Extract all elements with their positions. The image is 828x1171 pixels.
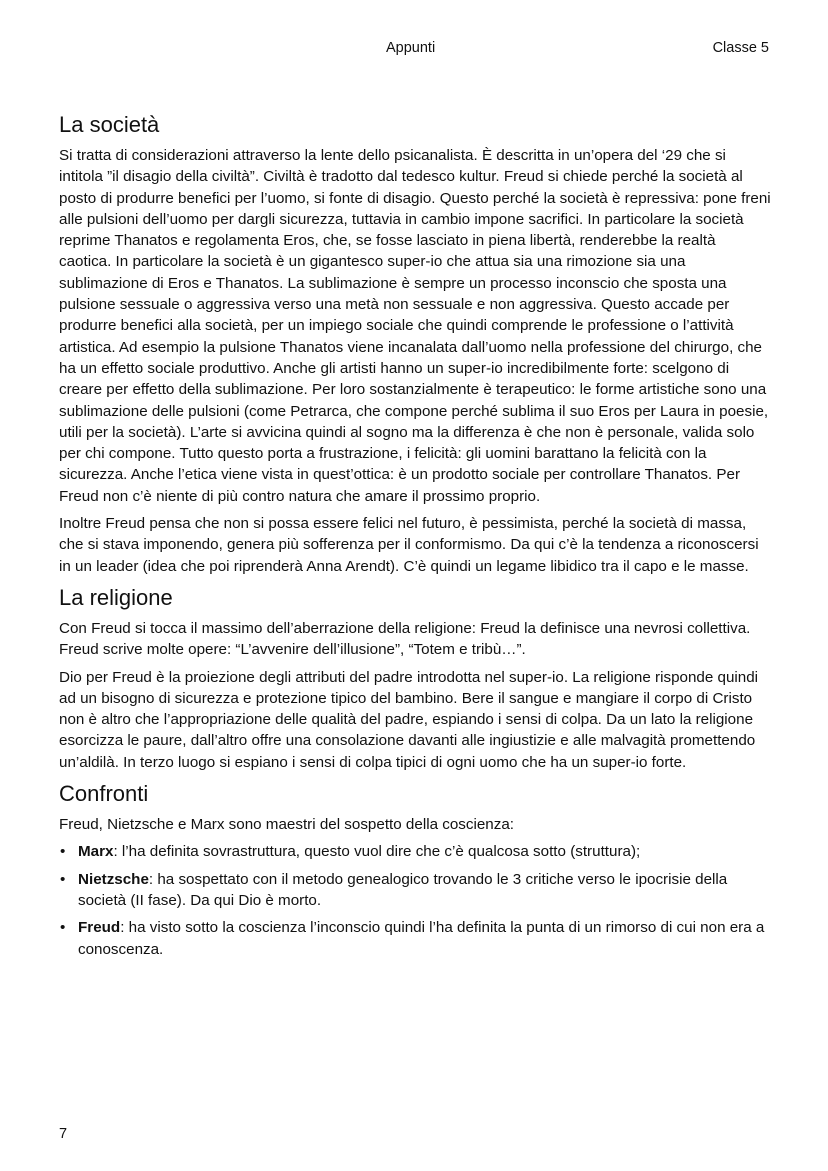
list-item-term: Nietzsche [78,870,149,888]
page-number: 7 [59,1126,68,1142]
list-item [59,841,771,862]
bullet-icon: • [60,870,66,888]
list-item-text: : l’ha definita sovrastruttura, questo vuol dire che c’è qualcosa sotto (struttura); [113,843,641,861]
section-religione [59,583,771,773]
list-item-text: : ha visto sotto la coscienza l’inconscio quindi l’ha definita la punta di un rimorso di cui non era a conoscenza. [78,919,765,958]
paragraph: Dio per Freud è la proiezione degli attributi del padre introdotta nel super-io. La religione risponde quindi ad un bisogno di sicurezza e protezione tipico del bambino. Bere il sangue e mangiare il corpo di Cristo non è altro che l’appropriazione delle qualità del padre, espiando i sensi di colpa. Da un lato la religione esorcizza le paure, dall’altro offre una consolazione davanti alle ingiustizie e alle malvagità promettendo un’aldilà. In terzo luogo si espiano i sensi di colpa tipici di ogni uomo che ha un super-io forte. [59,668,759,771]
header-class-label: Classe 5 [712,40,769,56]
list-item [59,917,771,960]
bullet-icon: • [60,843,66,861]
list-item-term: Freud [78,919,121,937]
section-heading: La religione [59,584,173,610]
paragraph: Freud, Nietzsche e Marx sono maestri del sospetto della coscienza: [59,816,514,834]
list-item-text: : ha sospettato con il metodo genealogico trovando le 3 critiche verso le ipocrisie della società (II fase). Da qui Dio è morto. [78,870,728,909]
paragraph: Con Freud si tocca il massimo dell’aberrazione della religione: Freud la definisce una nevrosi collettiva. Freud scrive molte opere: “L’avvenire dell’illusione”, “Totem e tribù…”. [59,619,751,659]
paragraph: Si tratta di considerazioni attraverso la lente dello psicanalista. È descritta in un’opera del ‘29 che si intitola ”il disagio della civiltà”. Civiltà è tradotto dal tedesco kultur. Freud si chiede perché la società al posto di produrre benefici per l’uomo, si fonte di disagio. Questo perché la società è repressiva: pone freni alle pulsioni dell’uomo per dargli sicurezza, tuttavia in cambio impone sacrifici. In particolare la società reprime Thanatos e regolamenta Eros, che, se fosse lasciato in piena libertà, renderebbe la realtà caotica. In particolare la società è un gigantesco super-io che attua sia una rimozione sia una sublimazione di Eros e Thanatos. La sublimazione è sempre un processo inconscio che sposta una pulsione sessuale o aggressiva verso una metà non sessuale e non aggressiva. Questo accade per produrre benefici alla società, per un impiego sociale che quindi comprende le professione o l’attività artistica. Ad esempio la pulsione Thanatos viene incanalata dall’uomo nella professione del chirurgo, che ha un effetto sociale produttivo. Anche gli artisti hanno un super-io incredibilmente forte: scelgono di creare per effetto della sublimazione. Per loro sostanzialmente è terapeutico: le forme artistiche sono una sublimazione delle pulsioni (come Petrarca, che compone perché sublima il suo Eros per Laura in poesie, utili per la società). L’arte si avvicina quindi al sogno ma la differenza è che non è personale, valida solo per chi compone. Tutto questo porta a frustrazione, i felicità: gli uomini barattano la felicità con la sicurezza. Anche l’etica viene vista in quest’ottica: è un prodotto sociale per controllare Thanatos. Per Freud non c’è niente di più contro natura che amare il prossimo proprio. [59,147,771,505]
document-body [59,110,771,966]
section-societa [59,110,771,577]
list-item [59,869,771,912]
header-title: Appunti [386,40,436,56]
bullet-list [59,841,771,959]
section-heading: La società [59,112,160,137]
bullet-icon: • [60,919,66,937]
list-item-term: Marx [78,843,114,861]
section-confronti [59,779,771,960]
page-header [0,40,828,60]
section-heading: Confronti [59,781,149,807]
paragraph: Inoltre Freud pensa che non si possa essere felici nel futuro, è pessimista, perché la società di massa, che si stava imponendo, genera più sofferenza per il conformismo. Da qui c’è la tendenza a riconoscersi in un leader (idea che poi riprenderà Anna Arendt). C’è quindi un legame libidico tra il capo e le masse. [59,515,759,575]
